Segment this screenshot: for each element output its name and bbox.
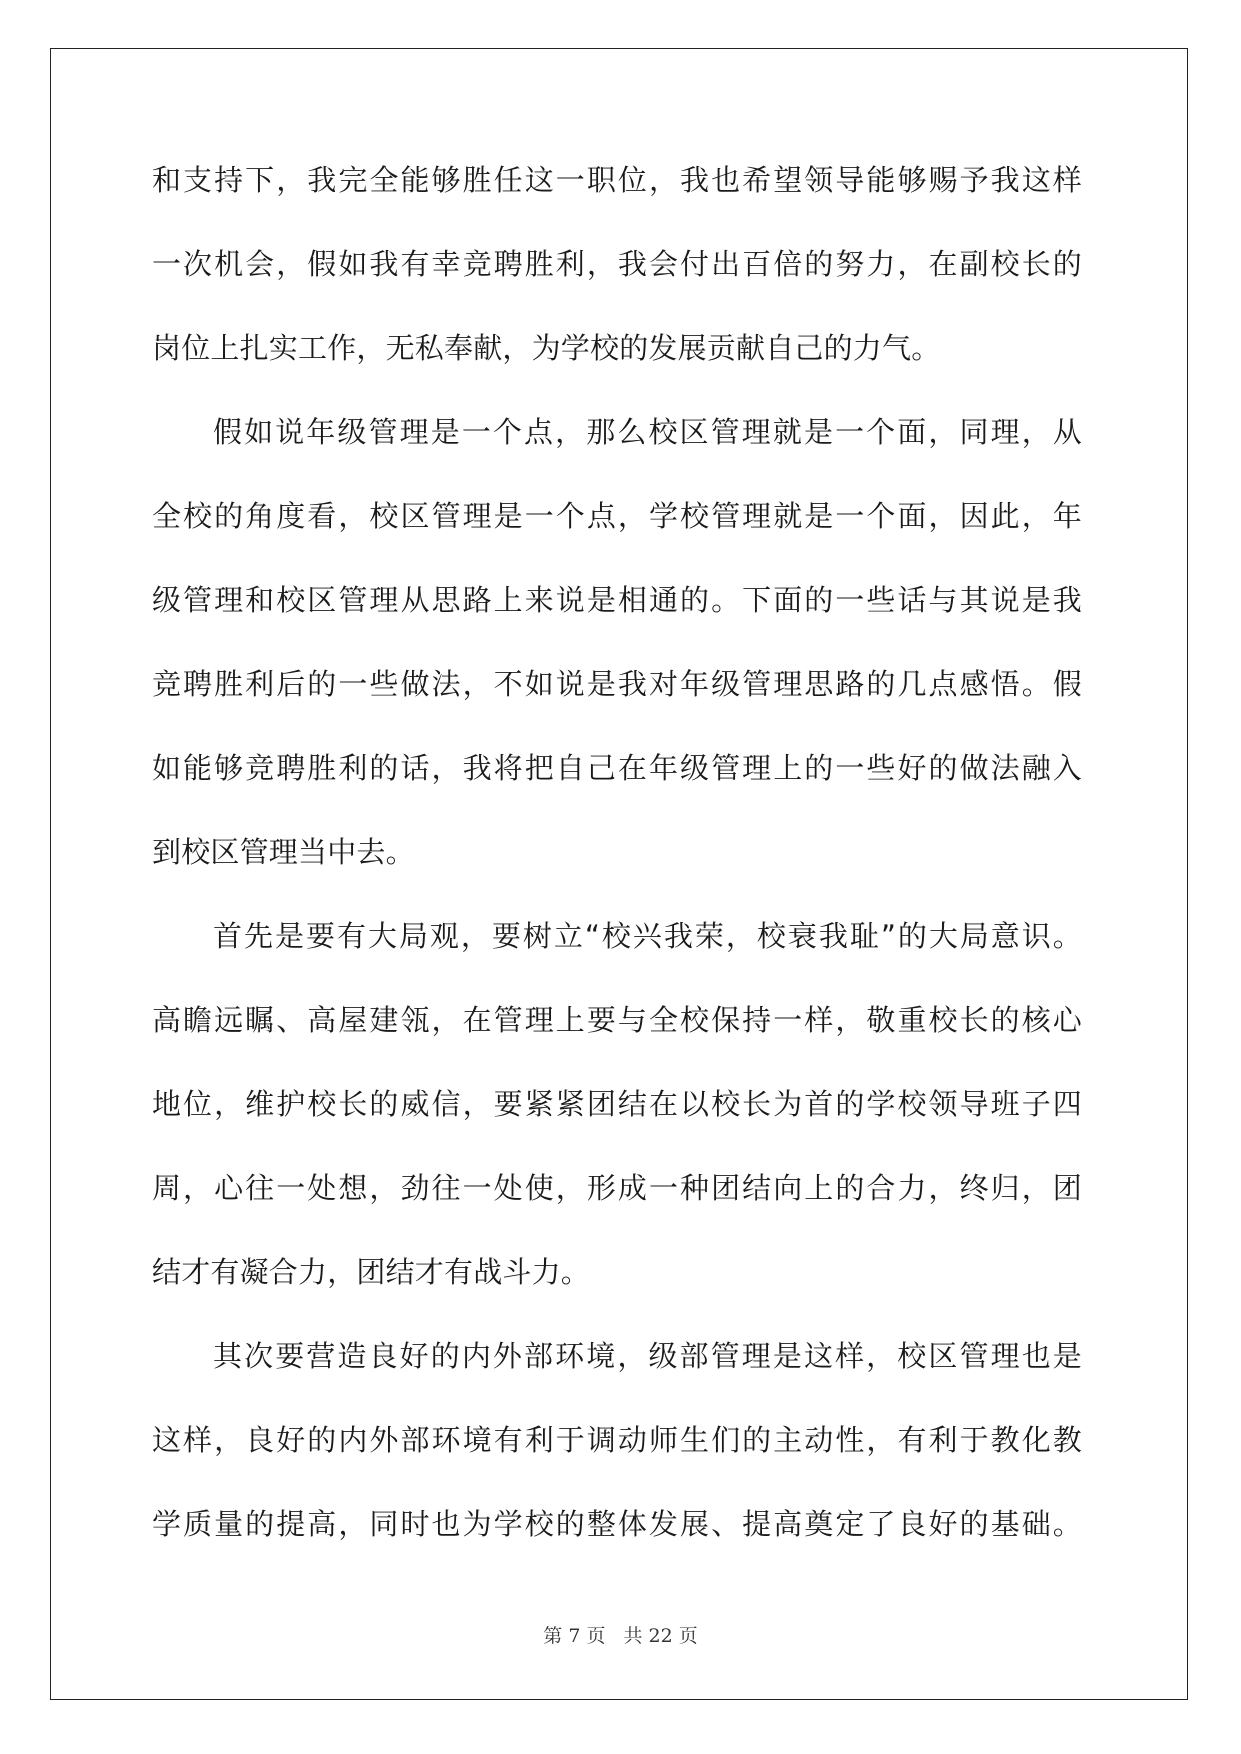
document-body bbox=[152, 160, 1082, 1588]
text-line: 这样，良好的内外部环境有利于调动师生们的主动性，有利于教化教 bbox=[152, 1423, 1082, 1457]
text-line: 如能够竞聘胜利的话，我将把自己在年级管理上的一些好的做法融入 bbox=[152, 751, 1082, 785]
text-line: 结才有凝合力，团结才有战斗力。 bbox=[152, 1255, 591, 1289]
page-footer bbox=[0, 1624, 1241, 1648]
text-line: 学质量的提高，同时也为学校的整体发展、提高奠定了良好的基础。 bbox=[152, 1507, 1082, 1541]
text-line: 周，心往一处想，劲往一处使，形成一种团结向上的合力，终归，团 bbox=[152, 1171, 1082, 1205]
text-line: 首先是要有大局观，要树立“校兴我荣，校衰我耻”的大局意识。 bbox=[213, 919, 1082, 953]
text-line: 级管理和校区管理从思路上来说是相通的。下面的一些话与其说是我 bbox=[152, 583, 1082, 617]
text-line: 竞聘胜利后的一些做法，不如说是我对年级管理思路的几点感悟。假 bbox=[152, 667, 1082, 701]
text-line: 一次机会，假如我有幸竞聘胜利，我会付出百倍的努力，在副校长的 bbox=[152, 247, 1082, 281]
text-line: 地位，维护校长的威信，要紧紧团结在以校长为首的学校领导班子四 bbox=[152, 1087, 1082, 1121]
page-number: 第 7 页 bbox=[543, 1625, 606, 1647]
text-line: 其次要营造良好的内外部环境，级部管理是这样，校区管理也是 bbox=[213, 1339, 1082, 1373]
text-line: 岗位上扎实工作，无私奉献，为学校的发展贡献自己的力气。 bbox=[152, 331, 941, 365]
text-line: 到校区管理当中去。 bbox=[152, 835, 415, 869]
text-line: 假如说年级管理是一个点，那么校区管理就是一个面，同理，从 bbox=[213, 415, 1082, 449]
text-line: 全校的角度看，校区管理是一个点，学校管理就是一个面，因此，年 bbox=[152, 499, 1082, 533]
text-line: 高瞻远瞩、高屋建瓴，在管理上要与全校保持一样，敬重校长的核心 bbox=[152, 1003, 1082, 1037]
text-line: 和支持下，我完全能够胜任这一职位，我也希望领导能够赐予我这样 bbox=[152, 163, 1082, 197]
page-total: 共 22 页 bbox=[623, 1625, 698, 1647]
